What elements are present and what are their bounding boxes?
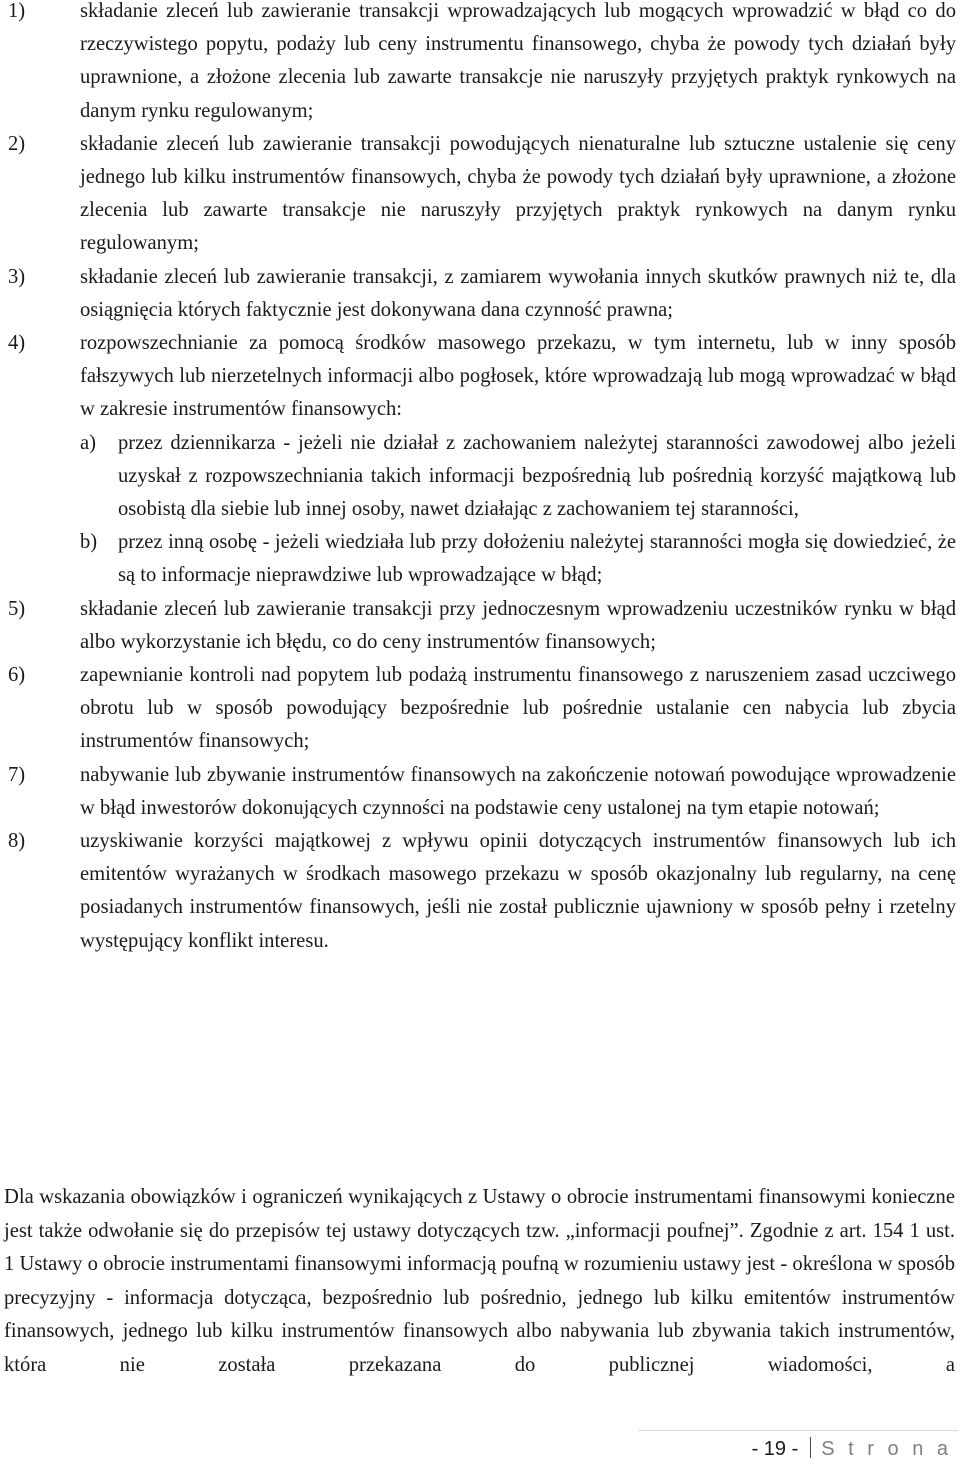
- list-item-number: 5): [8, 597, 26, 620]
- list-item: [8, 128, 956, 261]
- list-item-number: 3): [8, 265, 26, 288]
- footer-separator: [810, 1437, 811, 1458]
- sub-list-item-text: przez inną osobę - jeżeli wiedziała lub przy dołożeniu należytej staranności mogła się dowiedzieć, że są to informacje nieprawdziwe lub wprowadzające w błąd;: [118, 531, 956, 587]
- list-item-text: składanie zleceń lub zawieranie transakcji powodujących nienaturalne lub sztuczne ustalenie się ceny jednego lub kilku instrumentów finansowych, chyba że powody tych działań były uprawnione, a złożone zlecenia lub zawarte transakcje nie naruszyły przyjętych praktyk rynkowych na danym rynku regulowanym;: [80, 132, 956, 255]
- list-item-text: zapewnianie kontroli nad popytem lub podażą instrumentu finansowego z naruszeniem zasad uczciwego obrotu lub w sposób powodujący bezpośrednie lub pośrednie ustalanie cen nabycia lub zbycia instrumentów finansowych;: [80, 664, 956, 753]
- list-item: [8, 261, 956, 327]
- page-number: - 19 -: [751, 1438, 799, 1460]
- list-item: [8, 825, 956, 958]
- sub-list-item-letter: a): [80, 431, 96, 454]
- body-paragraph: Dla wskazania obowiązków i ograniczeń wynikających z Ustawy o obrocie instrumentami finansowymi konieczne jest także odwołanie się do przepisów tej ustawy dotyczących tzw. „informacji poufnej”. Zgodnie z art. 154 1 ust. 1 Ustawy o obrocie instrumentami finansowymi informacją poufną w rozumieniu ustawy jest - określona w sposób precyzyjny - informacja dotycząca, bezpośrednio lub pośrednio, jednego lub kilku emitentów instrumentów finansowych, jednego lub kilku instrumentów finansowych albo nabywania lub zbywania takich instrumentów, która nie została przekazana do publicznej wiadomości, a: [4, 1186, 955, 1376]
- list-item-number: 7): [8, 763, 26, 786]
- list-item-number: 4): [8, 332, 26, 355]
- list-item-number: 2): [8, 132, 26, 155]
- sub-list-item: [80, 526, 956, 592]
- list-item: [8, 593, 956, 659]
- list-item: [8, 659, 956, 759]
- list-item: [8, 759, 956, 825]
- sub-list-item: [80, 427, 956, 527]
- list-item-number: 8): [8, 830, 26, 853]
- list-item: [8, 0, 956, 128]
- prohibited-practices-list: [8, 0, 956, 958]
- list-item-text: składanie zleceń lub zawieranie transakcji przy jednoczesnym wprowadzeniu uczestników rynku w błąd albo wykorzystanie ich błędu, co do ceny instrumentów finansowych;: [80, 597, 956, 653]
- sub-list-item-letter: b): [80, 531, 98, 554]
- list-item-number: 6): [8, 664, 26, 687]
- list-item-text: składanie zleceń lub zawieranie transakcji wprowadzających lub mogących wprowadzić w błąd co do rzeczywistego popytu, podaży lub ceny instrumentu finansowego, chyba że powody tych działań były uprawnione, a złożone zlecenia lub zawarte transakcje nie naruszyły przyjętych praktyk rynkowych na danym rynku regulowanym;: [80, 0, 956, 122]
- list-item: [8, 327, 956, 593]
- page-label: S t r o n a: [821, 1438, 952, 1460]
- list-item-text: rozpowszechnianie za pomocą środków masowego przekazu, w tym internetu, lub w inny sposób fałszywych lub nierzetelnych informacji albo pogłosek, które wprowadzają lub mogą wprowadzać w błąd w zakresie instrumentów finansowych:: [80, 332, 956, 421]
- list-item-text: uzyskiwanie korzyści majątkowej z wpływu opinii dotyczących instrumentów finansowych lub ich emitentów wyrażanych w środkach masowego przekazu w sposób okazjonalny lub regularny, na cenę posiadanych instrumentów finansowych, jeśli nie został publicznie ujawniony w sposób pełny i rzetelny występujący konflikt interesu.: [80, 830, 956, 952]
- footer-divider: [638, 1430, 958, 1431]
- list-item-number: 1): [8, 0, 26, 22]
- list-item-text: składanie zleceń lub zawieranie transakcji, z zamiarem wywołania innych skutków prawnych niż te, dla osiągnięcia których faktycznie jest dokonywana dana czynność prawna;: [80, 265, 956, 321]
- list-item-text: nabywanie lub zbywanie instrumentów finansowych na zakończenie notowań powodujące wprowadzenie w błąd inwestorów dokonujących czynności na podstawie ceny ustalonej na tym etapie notowań;: [80, 763, 956, 819]
- sub-list-item-text: przez dziennikarza - jeżeli nie działał z zachowaniem należytej staranności zawodowej albo jeżeli uzyskał z rozpowszechniania takich informacji bezpośrednią lub pośrednią korzyść majątkową lub osobistą dla siebie lub innej osoby, nawet działając z zachowaniem tej staranności,: [118, 431, 956, 521]
- page-footer: [752, 1434, 952, 1464]
